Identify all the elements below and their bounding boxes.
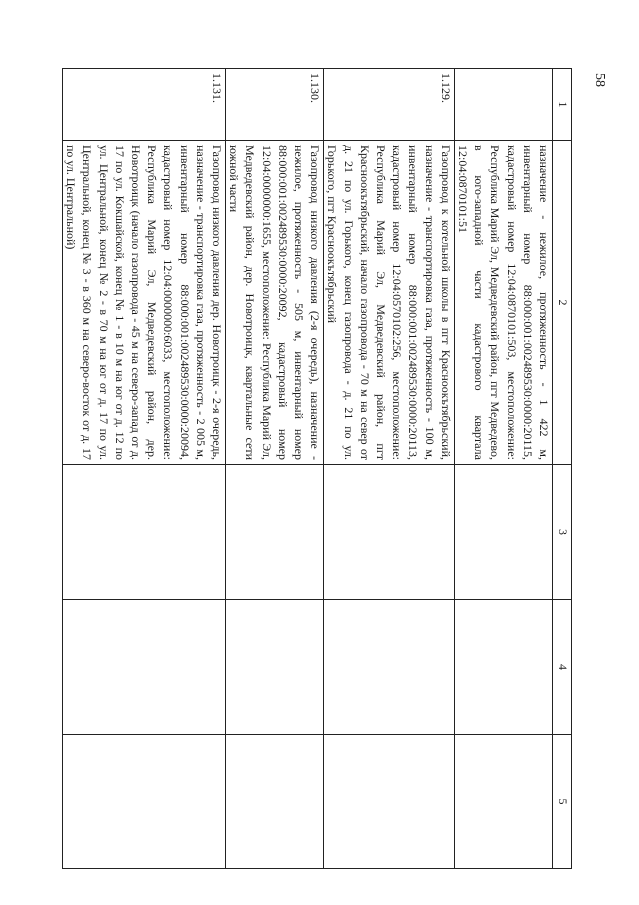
- row-cell-3: [225, 465, 323, 600]
- row-number: 1.131.: [62, 69, 225, 141]
- row-description: Газопровод низкого давления дер. Новотроицк - 2-я очередь, назначение - транспортировка газа, протяженность - 2 005 м, инвентарный номер 88:000:001:002489530:0000:20094, кадастровый номер 12:04:0000000:6033, местоположение: Республика Марий Эл, Медведевский район, дер. Новотроицк (начало газопровода - 45 м на северо-запад от д. 17 по ул. Кокшайской, конец № 1 - в 10 м на юг от д. 12 по ул. Центральной, конец № 2 - в 70 м на юг от д. 17 по ул. Центральной, конец № 3 - в 360 м на северо-восток от д. 17 по ул. Центральной): [62, 141, 225, 465]
- row-cell-4: [225, 600, 323, 735]
- table-row: [324, 69, 455, 869]
- property-table: [62, 68, 572, 869]
- header-col-1: 1: [553, 69, 572, 141]
- row-description: Газопровод низкого давления (2-я очередь), назначение - нежилое, протяженность - 505 м, инвентарный номер 88:000:001:002489530:0000:20092, кадастровый номер 12:04:0000000:1655, местоположение: Республика Марий Эл, Медведевский район, дер. Новотроицк, квартальные сети южной части: [225, 141, 323, 465]
- row-description: назначение - нежилое, протяженность - 1 422 м, инвентарный номер 88:000:001:002489530:0000:20115, кадастровый номер 12:04:0870101:503, местоположение: Республика Марий Эл, Медведевский район, пгт Медведево, в юго-западной части кадастрового квартала 12:04:0870101:51: [454, 141, 552, 465]
- row-cell-3: [324, 465, 455, 600]
- row-cell-4: [454, 600, 552, 735]
- row-number: [454, 69, 552, 141]
- row-cell-4: [62, 600, 225, 735]
- header-row: [553, 69, 572, 869]
- row-number: 1.130.: [225, 69, 323, 141]
- row-cell-5: [62, 735, 225, 869]
- row-number: 1.129.: [324, 69, 455, 141]
- row-cell-3: [62, 465, 225, 600]
- header-col-4: 4: [553, 600, 572, 735]
- table-row: [225, 69, 323, 869]
- rotated-table-container: [64, 68, 572, 868]
- header-col-5: 5: [553, 735, 572, 869]
- header-col-3: 3: [553, 465, 572, 600]
- row-cell-5: [324, 735, 455, 869]
- row-cell-5: [454, 735, 552, 869]
- table-row: [62, 69, 225, 869]
- table-row: [454, 69, 552, 869]
- row-cell-3: [454, 465, 552, 600]
- header-col-2: 2: [553, 141, 572, 465]
- row-cell-5: [225, 735, 323, 869]
- row-description: Газопровод к котельной школы в пгт Красноокътябрьский, назначение - транспортировка газа, протяженность - 100 м, инвентарный номер 88:000:001:002489530:0000:20113, кадастровый номер 12:04:0570102:256, местоположение: Республика Марий Эл, Медведевский район, пгт Красноокътябрьский, начало газопровода - 70 м на север от д. 21 по ул. Горького, конец газопровода - д. 21 по ул. Горького, пгт Красноокътябрьский: [324, 141, 455, 465]
- row-cell-4: [324, 600, 455, 735]
- page-number: 58: [592, 73, 607, 87]
